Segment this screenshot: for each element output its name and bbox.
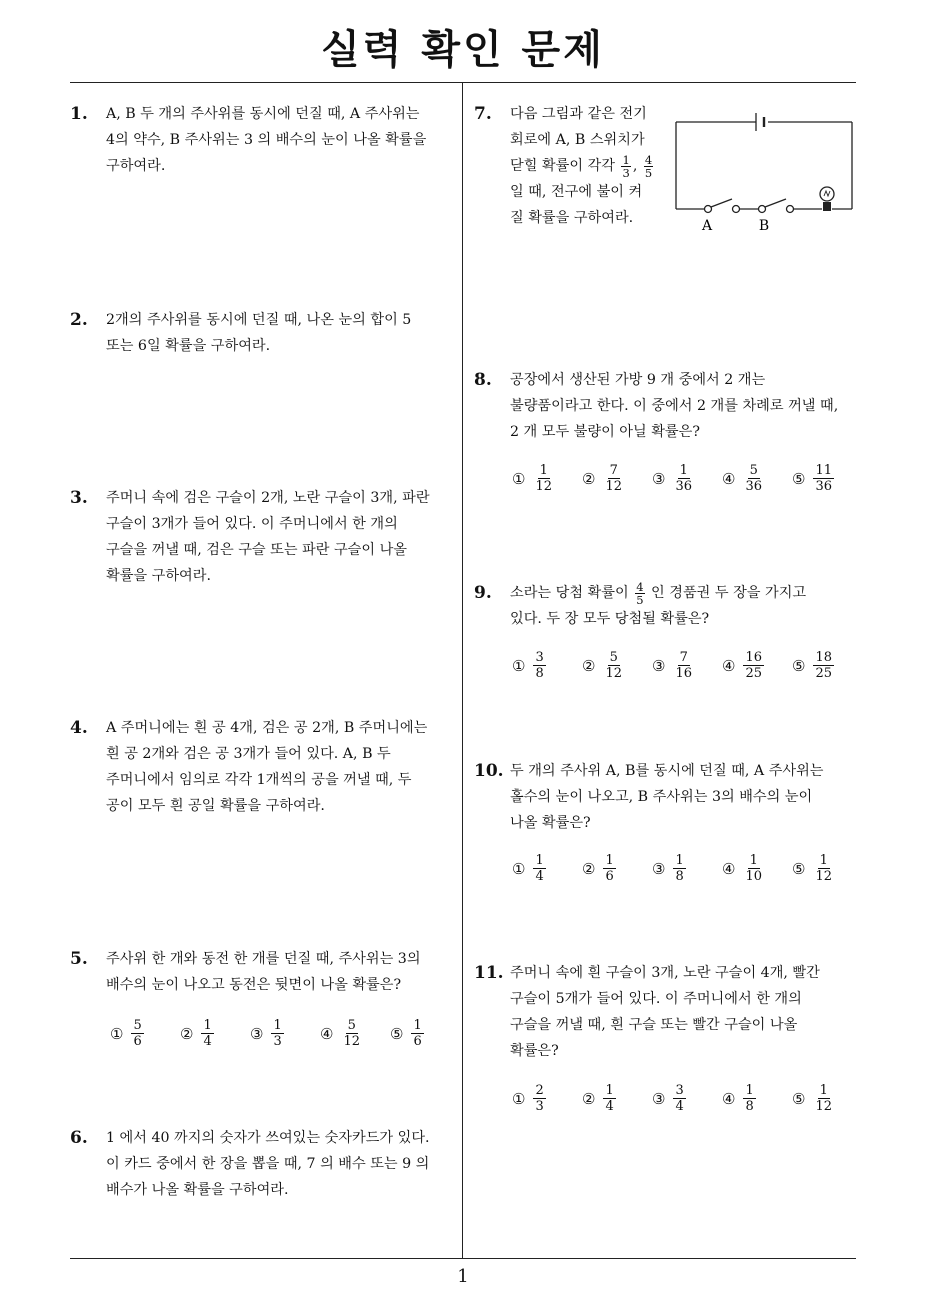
numerator: 3 xyxy=(675,1083,684,1098)
choice-number: ④ xyxy=(722,469,736,488)
numerator: 1 xyxy=(605,1083,614,1098)
choice-number: ③ xyxy=(652,656,666,675)
question-text: 구슬이 3개가 들어 있다. 이 주머니에서 한 개의 xyxy=(106,516,398,532)
question-text: 4의 약수, B 주사위는 3 의 배수의 눈이 나올 확률을 xyxy=(106,132,427,148)
question-text: 배수의 눈이 나오고 동전은 뒷면이 나올 확률은? xyxy=(106,977,402,993)
choice-number: ② xyxy=(582,469,596,488)
answer-choice xyxy=(512,1083,582,1114)
choice-fraction xyxy=(813,1083,834,1114)
answer-choice xyxy=(390,1018,460,1049)
question-text: 질 확률을 구하여라. xyxy=(510,210,634,226)
circuit-diagram xyxy=(672,110,862,240)
answer-choices xyxy=(512,853,862,884)
choice-fraction xyxy=(533,463,554,494)
answer-choices xyxy=(512,650,862,681)
question-text: 구슬을 꺼낼 때, 검은 구슬 또는 파란 구슬이 나올 xyxy=(106,542,407,558)
numerator: 5 xyxy=(609,650,618,665)
denominator: 4 xyxy=(605,1099,614,1114)
numerator: 5 xyxy=(347,1018,356,1033)
denominator: 6 xyxy=(413,1034,422,1049)
denominator: 6 xyxy=(133,1034,142,1049)
question-text: 주머니 속에 흰 구슬이 3개, 노란 구슬이 4개, 빨간 xyxy=(510,965,820,981)
answer-choice xyxy=(512,463,582,494)
choice-fraction xyxy=(411,1018,423,1049)
choice-number: ⑤ xyxy=(792,1089,806,1108)
numerator: 1 xyxy=(203,1018,212,1033)
denominator: 10 xyxy=(745,869,762,884)
answer-choice xyxy=(250,1018,320,1049)
choice-number: ③ xyxy=(250,1024,264,1043)
choice-number: ① xyxy=(512,1089,526,1108)
denominator: 12 xyxy=(815,869,832,884)
denominator: 12 xyxy=(535,479,552,494)
separator: , xyxy=(632,158,638,174)
answer-choice xyxy=(792,650,862,681)
question-text: 회로에 A, B 스위치가 xyxy=(510,132,645,148)
choice-fraction xyxy=(813,650,834,681)
bulb-base xyxy=(823,202,831,211)
choice-fraction xyxy=(743,463,764,494)
choice-fraction xyxy=(743,853,764,884)
denominator: 12 xyxy=(605,666,622,681)
choice-fraction xyxy=(341,1018,362,1049)
answer-choices xyxy=(110,1018,460,1049)
switch-b-lever xyxy=(765,199,786,207)
answer-choice xyxy=(320,1018,390,1049)
denominator: 3 xyxy=(535,1099,544,1114)
question-number: 9. xyxy=(474,583,492,603)
question-text: 주머니 속에 검은 구슬이 2개, 노란 구슬이 3개, 파란 xyxy=(106,490,430,506)
page-title: 실력 확인 문제 xyxy=(321,27,605,73)
answer-choice xyxy=(722,853,792,884)
question-text: 배수가 나올 확률을 구하여라. xyxy=(106,1182,289,1198)
question-text: 2 개 모두 불량이 아닐 확률은? xyxy=(510,424,700,440)
numerator: 1 xyxy=(413,1018,422,1033)
denominator: 8 xyxy=(675,869,684,884)
question-text: 구하여라. xyxy=(106,158,166,174)
question-text: 공이 모두 흰 공일 확률을 구하여라. xyxy=(106,798,325,814)
choice-number: ③ xyxy=(652,859,666,878)
numerator: 1 xyxy=(675,853,684,868)
footer-rule xyxy=(70,1258,856,1259)
question-number: 4. xyxy=(70,718,88,738)
question-text: 불량품이라고 한다. 이 중에서 2 개를 차례로 꺼낼 때, xyxy=(510,398,839,414)
denominator: 8 xyxy=(535,666,544,681)
answer-choice xyxy=(512,650,582,681)
question-text: 주머니에서 임의로 각각 1개씩의 공을 꺼낼 때, 두 xyxy=(106,772,412,788)
choice-fraction xyxy=(743,1083,755,1114)
question-text: 나올 확률은? xyxy=(510,815,591,831)
question-text-part: 인 경품권 두 장을 가지고 xyxy=(651,585,807,601)
question-text: 주사위 한 개와 동전 한 개를 던질 때, 주사위는 3의 xyxy=(106,951,421,967)
question-number: 3. xyxy=(70,488,88,508)
question-text: A 주머니에는 흰 공 4개, 검은 공 2개, B 주머니에는 xyxy=(106,720,428,736)
question-text: 구슬이 5개가 들어 있다. 이 주머니에서 한 개의 xyxy=(510,991,802,1007)
denominator: 12 xyxy=(343,1034,360,1049)
denominator: 36 xyxy=(815,479,832,494)
denominator: 3 xyxy=(622,165,630,180)
numerator: 18 xyxy=(815,650,832,665)
question-text: 홀수의 눈이 나오고, B 주사위는 3의 배수의 눈이 xyxy=(510,789,813,805)
choice-fraction xyxy=(813,853,834,884)
answer-choices xyxy=(512,463,862,494)
numerator: 16 xyxy=(745,650,762,665)
answer-choice xyxy=(652,853,722,884)
numerator: 7 xyxy=(609,463,618,478)
denominator: 4 xyxy=(203,1034,212,1049)
choice-fraction xyxy=(603,463,624,494)
question-number: 11. xyxy=(474,963,504,983)
question-text: 다음 그림과 같은 전기 xyxy=(510,106,647,122)
choice-number: ⑤ xyxy=(792,656,806,675)
fraction xyxy=(644,154,653,179)
answer-choice xyxy=(792,1083,862,1114)
choice-number: ③ xyxy=(652,1089,666,1108)
denominator: 12 xyxy=(815,1099,832,1114)
choice-fraction xyxy=(533,853,545,884)
choice-fraction xyxy=(533,650,545,681)
denominator: 8 xyxy=(745,1099,754,1114)
answer-choice xyxy=(792,463,862,494)
question-text: 일 때, 전구에 불이 켜 xyxy=(510,184,643,200)
choice-fraction xyxy=(673,650,694,681)
choice-number: ① xyxy=(512,656,526,675)
choice-fraction xyxy=(533,1083,545,1114)
switch-b-terminal xyxy=(787,206,794,213)
denominator: 36 xyxy=(675,479,692,494)
choice-fraction xyxy=(673,853,685,884)
answer-choice xyxy=(722,463,792,494)
denominator: 4 xyxy=(535,869,544,884)
bulb-filament xyxy=(824,191,830,196)
question-text xyxy=(510,580,806,606)
choice-number: ③ xyxy=(652,469,666,488)
switch-b-terminal xyxy=(759,206,766,213)
numerator: 1 xyxy=(273,1018,282,1033)
switch-a-label: A xyxy=(701,218,713,234)
denominator: 5 xyxy=(636,592,644,607)
answer-choice xyxy=(582,650,652,681)
choice-fraction xyxy=(271,1018,283,1049)
page-number: 1 xyxy=(457,1266,469,1287)
denominator: 3 xyxy=(273,1034,282,1049)
question-text: 있다. 두 장 모두 당첨될 확률은? xyxy=(510,611,710,627)
numerator: 5 xyxy=(749,463,758,478)
choice-fraction xyxy=(131,1018,143,1049)
denominator: 36 xyxy=(745,479,762,494)
numerator: 1 xyxy=(605,853,614,868)
switch-b-label: B xyxy=(758,218,770,234)
choice-number: ② xyxy=(582,859,596,878)
answer-choice xyxy=(110,1018,180,1049)
numerator: 2 xyxy=(535,1083,544,1098)
question-text: 확률은? xyxy=(510,1043,559,1059)
choice-fraction xyxy=(673,463,694,494)
answer-choice xyxy=(722,650,792,681)
choice-number: ② xyxy=(180,1024,194,1043)
numerator: 1 xyxy=(679,463,688,478)
question-number: 2. xyxy=(70,310,88,330)
choice-number: ① xyxy=(512,469,526,488)
denominator: 5 xyxy=(644,165,653,180)
denominator: 16 xyxy=(675,666,692,681)
numerator: 1 xyxy=(539,463,548,478)
numerator: 1 xyxy=(819,853,828,868)
answer-choice xyxy=(582,853,652,884)
answer-choice xyxy=(652,463,722,494)
numerator: 1 xyxy=(819,1083,828,1098)
question-number: 1. xyxy=(70,104,88,124)
question-text: 공장에서 생산된 가방 9 개 중에서 2 개는 xyxy=(510,372,766,388)
answer-choice xyxy=(652,650,722,681)
question-text: 흰 공 2개와 검은 공 3개가 들어 있다. A, B 두 xyxy=(106,746,391,762)
answer-choice xyxy=(180,1018,250,1049)
numerator: 5 xyxy=(133,1018,142,1033)
choice-number: ④ xyxy=(722,656,736,675)
choice-number: ② xyxy=(582,656,596,675)
choice-fraction xyxy=(201,1018,213,1049)
column-divider xyxy=(462,82,463,1259)
answer-choice xyxy=(652,1083,722,1114)
question-text-part: 닫힐 확률이 각각 xyxy=(510,158,615,174)
numerator: 4 xyxy=(636,579,644,594)
header-rule xyxy=(70,82,856,83)
question-number: 7. xyxy=(474,104,492,124)
answer-choice xyxy=(512,853,582,884)
switch-a-terminal xyxy=(733,206,740,213)
question-number: 5. xyxy=(70,949,88,969)
question-text: A, B 두 개의 주사위를 동시에 던질 때, A 주사위는 xyxy=(106,106,420,122)
choice-number: ④ xyxy=(320,1024,334,1043)
choice-fraction xyxy=(673,1083,685,1114)
question-text: 1 에서 40 까지의 숫자가 쓰여있는 숫자카드가 있다. xyxy=(106,1130,430,1146)
numerator: 1 xyxy=(622,152,630,167)
switch-a-lever xyxy=(711,199,732,207)
question-number: 6. xyxy=(70,1128,88,1148)
question-number: 8. xyxy=(474,370,492,390)
choice-number: ⑤ xyxy=(792,859,806,878)
choice-number: ⑤ xyxy=(792,469,806,488)
choice-number: ⑤ xyxy=(390,1024,404,1043)
denominator: 12 xyxy=(605,479,622,494)
denominator: 6 xyxy=(605,869,614,884)
choice-number: ④ xyxy=(722,859,736,878)
question-number: 10. xyxy=(474,761,504,781)
question-text xyxy=(510,153,655,179)
numerator: 4 xyxy=(644,152,653,167)
question-text: 확률을 구하여라. xyxy=(106,568,211,584)
choice-number: ① xyxy=(110,1024,124,1043)
fraction xyxy=(621,154,630,179)
fraction xyxy=(635,581,644,606)
question-text-part: 소라는 당첨 확률이 xyxy=(510,585,629,601)
denominator: 25 xyxy=(815,666,832,681)
numerator: 11 xyxy=(815,463,832,478)
choice-number: ② xyxy=(582,1089,596,1108)
switch-a-terminal xyxy=(705,206,712,213)
choice-fraction xyxy=(743,650,764,681)
answer-choice xyxy=(582,1083,652,1114)
choice-fraction xyxy=(603,1083,615,1114)
choice-fraction xyxy=(813,463,834,494)
numerator: 1 xyxy=(745,1083,754,1098)
question-text: 이 카드 중에서 한 장을 뽑을 때, 7 의 배수 또는 9 의 xyxy=(106,1156,430,1172)
numerator: 7 xyxy=(679,650,688,665)
choice-fraction xyxy=(603,650,624,681)
answer-choices xyxy=(512,1083,862,1114)
denominator: 4 xyxy=(675,1099,684,1114)
denominator: 25 xyxy=(745,666,762,681)
choice-number: ④ xyxy=(722,1089,736,1108)
choice-number: ① xyxy=(512,859,526,878)
numerator: 3 xyxy=(535,650,544,665)
question-text: 2개의 주사위를 동시에 던질 때, 나온 눈의 합이 5 xyxy=(106,312,412,328)
answer-choice xyxy=(722,1083,792,1114)
answer-choice xyxy=(582,463,652,494)
question-text: 구슬을 꺼낼 때, 흰 구슬 또는 빨간 구슬이 나올 xyxy=(510,1017,798,1033)
question-text: 두 개의 주사위 A, B를 동시에 던질 때, A 주사위는 xyxy=(510,763,824,779)
question-text: 또는 6일 확률을 구하여라. xyxy=(106,338,271,354)
numerator: 1 xyxy=(535,853,544,868)
numerator: 1 xyxy=(749,853,758,868)
choice-fraction xyxy=(603,853,615,884)
answer-choice xyxy=(792,853,862,884)
